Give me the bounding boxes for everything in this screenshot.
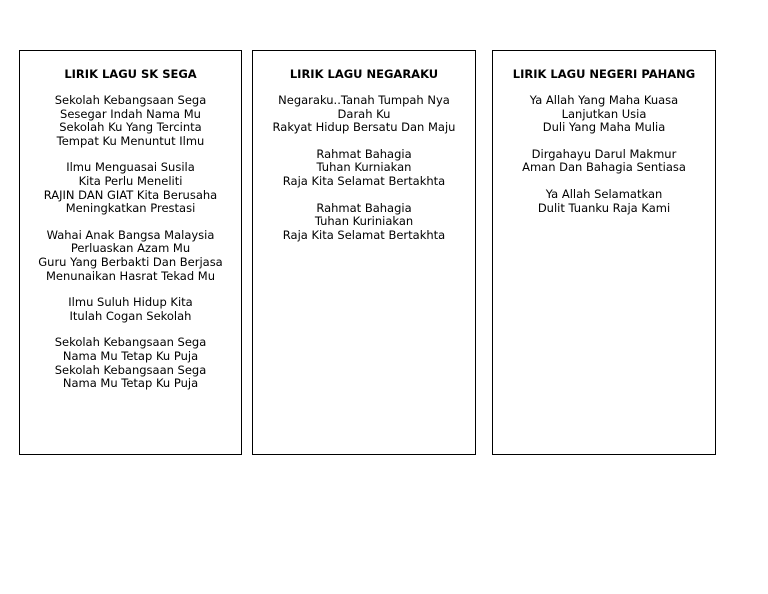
lyrics-box-negaraku xyxy=(252,50,476,455)
lyrics-line: Raja Kita Selamat Bertakhta xyxy=(282,227,446,242)
lyrics-line: Ya Allah Yang Maha Kuasa xyxy=(529,93,679,107)
lyrics-line: Rakyat Hidup Bersatu Dan Maju xyxy=(272,120,456,135)
lyrics-line: Tuhan Kurniakan xyxy=(316,160,412,175)
lyrics-stanza xyxy=(20,161,241,215)
lyrics-line: Ilmu Suluh Hidup Kita xyxy=(68,295,193,310)
lyrics-stanza xyxy=(253,148,475,189)
lyrics-line: Meningkatkan Prestasi xyxy=(65,201,196,216)
lyrics-stanza xyxy=(20,229,241,283)
lyrics-line: Sekolah Kebangsaan Sega xyxy=(54,93,207,107)
lyrics-line: Menunaikan Hasrat Tekad Mu xyxy=(46,268,215,283)
lyrics-line: Aman Dan Bahagia Sentiasa xyxy=(522,160,686,175)
lyrics-line: Nama Mu Tetap Ku Puja xyxy=(62,376,199,391)
lyrics-stanza xyxy=(20,336,241,390)
lyrics-line: Sekolah Kebangsaan Sega xyxy=(54,362,207,377)
lyrics-stanza xyxy=(493,94,715,135)
lyrics-line: Duli Yang Maha Mulia xyxy=(542,120,666,135)
lyrics-line: Wahai Anak Bangsa Malaysia xyxy=(46,227,215,242)
lyrics-line: Darah Ku xyxy=(337,106,391,121)
lyrics-title: LIRIK LAGU NEGARAKU xyxy=(289,67,439,81)
lyrics-stanza xyxy=(20,296,241,323)
lyrics-line: Sekolah Ku Yang Tercinta xyxy=(59,120,202,135)
lyrics-box-sk-sega xyxy=(19,50,242,455)
lyrics-line: Ilmu Menguasai Susila xyxy=(66,160,195,175)
lyrics-stanza xyxy=(493,148,715,175)
lyrics-line: Raja Kita Selamat Bertakhta xyxy=(282,173,446,188)
lyrics-line: Sekolah Kebangsaan Sega xyxy=(54,335,207,350)
lyrics-title: LIRIK LAGU NEGERI PAHANG xyxy=(512,67,696,81)
lyrics-line: Sesegar Indah Nama Mu xyxy=(60,106,201,121)
lyrics-line: Tempat Ku Menuntut Ilmu xyxy=(56,133,205,148)
lyrics-line: Negaraku..Tanah Tumpah Nya xyxy=(278,93,450,107)
lyrics-line: Kita Perlu Meneliti xyxy=(78,173,183,188)
lyrics-line: Tuhan Kuriniakan xyxy=(314,214,414,229)
lyrics-line: Ya Allah Selamatkan xyxy=(545,186,663,201)
lyrics-body xyxy=(253,94,475,242)
lyrics-line: RAJIN DAN GIAT Kita Berusaha xyxy=(43,187,218,202)
lyrics-stanza xyxy=(20,94,241,148)
lyrics-stanza xyxy=(493,188,715,215)
lyrics-line: Itulah Cogan Sekolah xyxy=(69,308,192,323)
lyrics-line: Perluaskan Azam Mu xyxy=(70,241,191,256)
lyrics-stanza xyxy=(253,202,475,243)
lyrics-line: Rahmat Bahagia xyxy=(316,200,412,215)
lyrics-stanza xyxy=(253,94,475,135)
lyrics-line: Guru Yang Berbakti Dan Berjasa xyxy=(38,254,223,269)
lyrics-line: Dirgahayu Darul Makmur xyxy=(531,146,677,161)
lyrics-box-negeri-pahang xyxy=(492,50,716,455)
lyrics-body xyxy=(493,94,715,215)
lyrics-title: LIRIK LAGU SK SEGA xyxy=(64,67,197,81)
lyrics-body xyxy=(20,94,241,391)
lyrics-line: Dulit Tuanku Raja Kami xyxy=(537,200,671,215)
lyrics-line: Lanjutkan Usia xyxy=(561,106,647,121)
lyrics-line: Rahmat Bahagia xyxy=(316,146,412,161)
lyrics-line: Nama Mu Tetap Ku Puja xyxy=(62,348,199,363)
